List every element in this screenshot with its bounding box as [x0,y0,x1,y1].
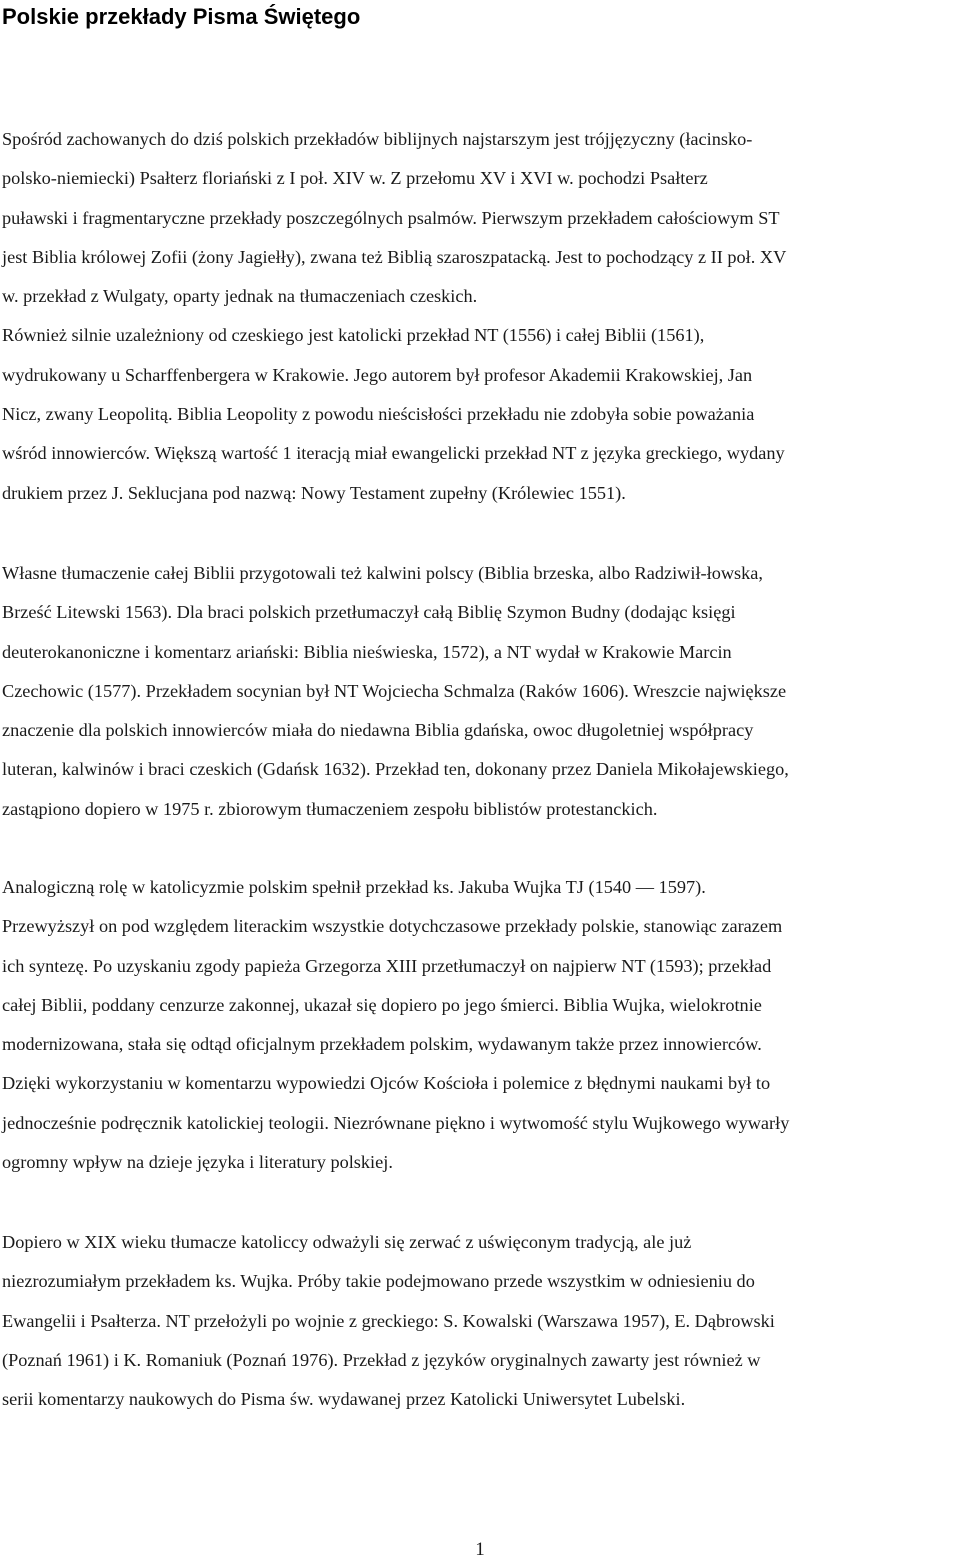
text-line: Analogiczną rolę w katolicyzmie polskim spełnił przekład ks. Jakuba Wujka TJ (1540 — 1597). [2,877,706,897]
text-line: wydrukowany u Scharffenbergera w Krakowie. Jego autorem był profesor Akademii Krakowskiej, Jan [2,364,753,385]
text-line: Nicz, zwany Leopolitą. Biblia Leopolity z powodu nieścisłości przekładu nie zdobyła sobie poważania [2,404,755,425]
text-line: zastąpiono dopiero w 1975 r. zbiorowym tłumaczeniem zespołu biblistów protestanckich. [2,798,658,819]
text-line: jest Biblia królowej Zofii (żony Jagiełły), zwana też Biblią szaroszpatacką. Jest to pochodzący z II poł. XV [2,246,787,267]
text-line: Przewyższył on pod względem literackim wszystkie dotychczasowe przekłady polskie, stanowiąc zarazem [2,916,783,937]
paragraph-4 [2,1223,958,1419]
text-line: ich syntezę. Po uzyskaniu zgody papieża Grzegorza XIII przetłumaczył on najpierw NT (1593); przekład [2,955,772,976]
text-line: Ewangelii i Psałterza. NT przełożyli po wojnie z greckiego: S. Kowalski (Warszawa 1957), E. Dąbrowski [2,1310,775,1331]
text-line: Również silnie uzależniony od czeskiego jest katolicki przekład NT (1556) i całej Biblii (1561), [2,325,705,346]
page-number: 1 [475,1539,485,1560]
text-line: serii komentarzy naukowych do Pisma św. wydawanej przez Katolicki Uniwersytet Lubelski. [2,1389,686,1410]
text-line: puławski i fragmentaryczne przekłady poszczególnych psalmów. Pierwszym przekładem całościowym ST [2,207,780,228]
text-line: drukiem przez J. Seklucjana pod nazwą: Nowy Testament zupełny (Królewiec 1551). [2,482,626,503]
text-line: deuterokanoniczne i komentarz ariański: Biblia nieświeska, 1572), a NT wydał w Krakowie Marcin [2,641,732,662]
text-line: polsko-niemiecki) Psałterz floriański z I poł. XIV w. Z przełomu XV i XVI w. pochodzi Psałterz [2,168,708,189]
text-line: Czechowic (1577). Przekładem socynian był NT Wojciecha Schmalza (Raków 1606). Wreszcie największe [2,680,787,701]
page-title: Polskie przekłady Pisma Świętego [2,4,361,29]
text-line: Własne tłumaczenie całej Biblii przygotowali też kalwini polscy (Biblia brzeska, albo Radziwił-łowska, [2,563,763,583]
text-line: Dzięki wykorzystaniu w komentarzu wypowiedzi Ojców Kościoła i polemice z błędnymi naukami był to [2,1073,771,1094]
text-line: wśród innowierców. Większą wartość 1 iteracją miał ewangelicki przekład NT z języka greckiego, wydany [2,443,785,464]
text-line: ogromny wpływ na dzieje języka i literatury polskiej. [2,1152,393,1173]
paragraph-1 [2,120,958,513]
paragraph-3 [2,868,958,1182]
text-line: Brześć Litewski 1563). Dla braci polskich przetłumaczył całą Biblię Szymon Budny (dodając księgi [2,602,736,623]
text-line: znaczenie dla polskich innowierców miała do niedawna Biblia gdańska, owoc długoletniej współpracy [2,720,754,741]
text-line: (Poznań 1961) i K. Romaniuk (Poznań 1976). Przekład z języków oryginalnych zawarty jest również w [2,1349,761,1370]
text-line: jednocześnie podręcznik katolickiej teologii. Niezrównane piękno i wytwomość stylu Wujkowego wywarły [2,1112,790,1133]
text-line: modernizowana, stała się odtąd oficjalnym przekładem polskim, wydawanym także przez innowierców. [2,1034,762,1055]
text-line: w. przekład z Wulgaty, oparty jednak na tłumaczeniach czeskich. [2,286,478,307]
text-line: niezrozumiałym przekładem ks. Wujka. Próby takie podejmowano przede wszystkim w odniesieniu do [2,1271,755,1292]
text-line: luteran, kalwinów i braci czeskich (Gdańsk 1632). Przekład ten, dokonany przez Daniela Mikołajewskiego, [2,759,789,780]
text-line: Spośród zachowanych do dziś polskich przekładów biblijnych najstarszym jest trójjęzyczny (łacinsko- [2,129,753,149]
paragraph-2 [2,554,958,829]
text-line: całej Biblii, poddany cenzurze zakonnej, ukazał się dopiero po jego śmierci. Biblia Wujka, wielokrotnie [2,994,762,1015]
text-line: Dopiero w XIX wieku tłumacze katoliccy odważyli się zerwać z uświęconym tradycją, ale już [2,1232,692,1252]
